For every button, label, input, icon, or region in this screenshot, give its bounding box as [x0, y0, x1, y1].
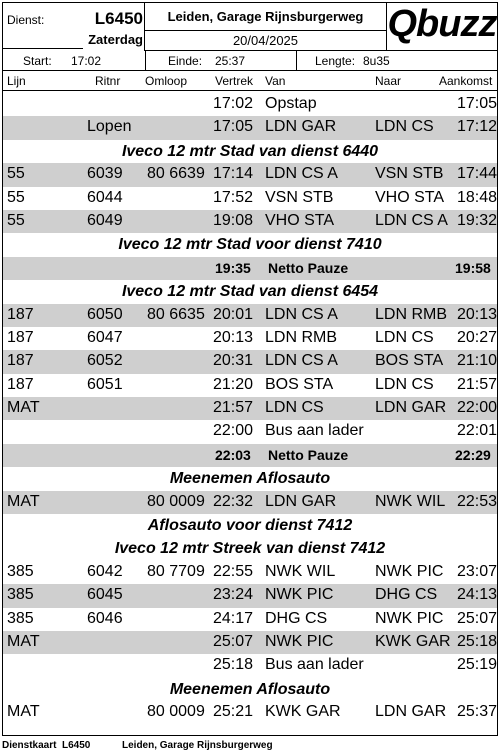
cell-aankomst: 25:07 — [457, 609, 498, 627]
cell-omloop: 80 7709 — [147, 562, 205, 580]
cell-aankomst: 17:44 — [457, 165, 498, 183]
cell-lijn: 385 — [7, 586, 34, 604]
einde-label: Einde: — [168, 54, 203, 68]
col-vertrek: Vertrek — [215, 74, 254, 88]
cell-lijn: 385 — [7, 562, 34, 580]
cell-van: NWK WIL — [265, 562, 336, 580]
table-row — [3, 304, 497, 327]
section-heading: Iveco 12 mtr Stad van dienst 6454 — [121, 283, 379, 301]
cell-lijn: 187 — [7, 352, 34, 370]
pause-label: Netto Pauze — [268, 259, 349, 276]
cell-lijn: 55 — [7, 188, 25, 206]
table-row — [3, 374, 497, 397]
cell-van: Bus aan lader — [265, 656, 364, 674]
cell-vertrek: 22:55 — [213, 562, 254, 580]
table-row — [3, 654, 497, 677]
cell-lijn: 187 — [7, 375, 34, 393]
col-aankomst: Aankomst — [439, 74, 493, 88]
cell-van: VSN STB — [265, 188, 334, 206]
service-date: 20/04/2025 — [145, 31, 387, 51]
cell-aankomst: 20:13 — [457, 305, 498, 323]
cell-van: Opstap — [265, 95, 317, 112]
pause-vertrek: 19:35 — [215, 259, 251, 276]
cell-aankomst: 17:12 — [457, 118, 498, 136]
cell-ritnr: 6045 — [87, 586, 123, 604]
cell-van: LDN CS A — [265, 352, 338, 370]
qbuzz-logo: Qbuzz — [387, 3, 497, 51]
col-lijn: Lijn — [7, 74, 26, 88]
cell-naar: BOS STA — [375, 352, 444, 370]
cell-vertrek: 22:32 — [213, 492, 254, 510]
cell-omloop: 80 0009 — [147, 492, 205, 510]
cell-ritnr: 6047 — [87, 328, 123, 346]
cell-lijn: MAT — [7, 399, 40, 417]
lengte-label: Lengte: — [315, 54, 356, 68]
cell-van: LDN CS A — [265, 165, 338, 183]
cell-vertrek: 25:07 — [213, 632, 254, 650]
cell-van: LDN GAR — [265, 118, 337, 136]
cell-lijn: MAT — [7, 492, 40, 510]
cell-van: Bus aan lader — [265, 422, 364, 440]
duty-times-row — [3, 51, 497, 71]
col-omloop: Omloop — [145, 74, 188, 88]
pause-row — [3, 257, 497, 280]
cell-aankomst: 22:53 — [457, 492, 498, 510]
table-row — [3, 420, 497, 443]
dienst-label: Dienst: — [3, 3, 83, 49]
cell-aankomst: 24:13 — [457, 586, 498, 604]
day-of-week: Zaterdag — [88, 32, 143, 47]
cell-naar: VSN STB — [375, 165, 444, 183]
card-header — [3, 3, 497, 53]
duty-card — [2, 2, 498, 736]
cell-aankomst: 21:57 — [457, 375, 498, 393]
cell-naar: LDN GAR — [375, 703, 447, 721]
cell-van: VHO STA — [265, 211, 335, 229]
cell-vertrek: 20:13 — [213, 328, 254, 346]
cell-ritnr: Lopen — [87, 118, 132, 136]
cell-vertrek: 23:24 — [213, 586, 254, 604]
cell-lijn: MAT — [7, 632, 40, 650]
cell-ritnr: 6050 — [87, 305, 123, 323]
cell-aankomst: 25:37 — [457, 703, 498, 721]
table-row — [3, 187, 497, 210]
cell-van: BOS STA — [265, 375, 334, 393]
cell-van: NWK PIC — [265, 586, 334, 604]
cell-ritnr: 6052 — [87, 352, 123, 370]
col-van: Van — [265, 74, 286, 88]
cell-naar: LDN RMB — [375, 305, 448, 323]
table-row — [3, 210, 497, 233]
table-row — [3, 116, 497, 139]
cell-naar: LDN CS A — [375, 211, 448, 229]
cell-vertrek: 24:17 — [213, 609, 254, 627]
section-heading: Iveco 12 mtr Stad voor dienst 7410 — [118, 236, 382, 254]
cell-van: LDN RMB — [265, 328, 338, 346]
col-ritnr: Ritnr — [95, 74, 121, 88]
cell-van: KWK GAR — [265, 703, 341, 721]
table-row — [3, 93, 497, 116]
table-row — [3, 561, 497, 584]
footer-location: Leiden, Garage Rijnsburgerweg — [122, 740, 273, 751]
cell-vertrek: 22:00 — [213, 422, 254, 440]
cell-vertrek: 17:52 — [213, 188, 254, 206]
cell-vertrek: 21:20 — [213, 375, 254, 393]
cell-ritnr: 6051 — [87, 375, 123, 393]
cell-lijn: 187 — [7, 305, 34, 323]
cell-lijn: MAT — [7, 703, 40, 721]
cell-vertrek: 25:21 — [213, 703, 254, 721]
cell-vertrek: 17:02 — [213, 95, 254, 112]
cell-ritnr: 6044 — [87, 188, 123, 206]
cell-vertrek: 20:01 — [213, 305, 254, 323]
cell-naar: DHG CS — [375, 586, 438, 604]
cell-ritnr: 6039 — [87, 165, 123, 183]
pause-row — [3, 444, 497, 467]
column-header-row — [3, 71, 497, 91]
cell-van: LDN CS A — [265, 305, 338, 323]
table-row — [3, 701, 497, 724]
table-row — [3, 397, 497, 420]
cell-naar: VHO STA — [375, 188, 445, 206]
cell-aankomst: 21:10 — [457, 352, 498, 370]
cell-vertrek: 17:05 — [213, 118, 254, 136]
cell-vertrek: 21:57 — [213, 399, 254, 417]
section-heading: Meenemen Aflosauto — [169, 680, 331, 698]
cell-vertrek: 20:31 — [213, 352, 254, 370]
cell-naar: LDN CS — [375, 328, 434, 346]
cell-van: LDN CS — [265, 399, 324, 417]
cell-aankomst: 25:19 — [457, 656, 498, 674]
cell-aankomst: 20:27 — [457, 328, 498, 346]
footer-dienst: L6450 — [62, 740, 91, 751]
cell-van: DHG CS — [265, 609, 328, 627]
table-row — [3, 350, 497, 373]
pause-aankomst: 19:58 — [455, 259, 491, 276]
table-row — [3, 327, 497, 350]
cell-vertrek: 17:14 — [213, 165, 254, 183]
cell-ritnr: 6042 — [87, 562, 123, 580]
cell-omloop: 80 0009 — [147, 703, 205, 721]
lengte-value: 8u35 — [363, 54, 390, 68]
cell-naar: LDN CS — [375, 118, 434, 136]
cell-lijn: 187 — [7, 328, 34, 346]
cell-van: NWK PIC — [265, 632, 334, 650]
section-heading: Iveco 12 mtr Stad van dienst 6440 — [121, 142, 379, 160]
cell-van: LDN GAR — [265, 492, 337, 510]
dienst-number: L6450 — [94, 9, 143, 28]
cell-aankomst: 19:32 — [457, 211, 498, 229]
cell-vertrek: 25:18 — [213, 656, 254, 674]
pause-vertrek: 22:03 — [215, 446, 251, 463]
cell-naar: KWK GAR — [375, 632, 451, 650]
cell-ritnr: 6046 — [87, 609, 123, 627]
cell-aankomst: 25:18 — [457, 632, 498, 650]
cell-naar: LDN GAR — [375, 399, 447, 417]
pause-label: Netto Pauze — [268, 446, 349, 463]
cell-omloop: 80 6639 — [147, 165, 205, 183]
section-heading: Iveco 12 mtr Streek van dienst 7412 — [114, 540, 386, 558]
cell-omloop: 80 6635 — [147, 305, 205, 323]
table-row — [3, 608, 497, 631]
start-label: Start: — [23, 54, 52, 68]
cell-naar: NWK PIC — [375, 562, 444, 580]
cell-aankomst: 18:48 — [457, 188, 498, 206]
cell-naar: NWK PIC — [375, 609, 444, 627]
einde-time: 25:37 — [215, 54, 246, 68]
cell-aankomst: 22:01 — [457, 422, 498, 440]
cell-lijn: 55 — [7, 165, 25, 183]
table-row — [3, 631, 497, 654]
cell-lijn: 55 — [7, 211, 25, 229]
cell-naar: NWK WIL — [375, 492, 446, 510]
table-row — [3, 491, 497, 514]
table-row — [3, 584, 497, 607]
garage-location: Leiden, Garage Rijnsburgerweg — [145, 3, 387, 31]
cell-lijn: 385 — [7, 609, 34, 627]
cell-vertrek: 19:08 — [213, 211, 254, 229]
footer-title: Dienstkaart — [2, 740, 57, 751]
section-heading: Aflosauto voor dienst 7412 — [147, 517, 353, 535]
cell-ritnr: 6049 — [87, 211, 123, 229]
cell-aankomst: 17:05 — [457, 95, 498, 112]
table-row — [3, 163, 497, 186]
cell-naar: LDN CS — [375, 375, 434, 393]
trip-table — [3, 93, 497, 725]
cell-aankomst: 23:07 — [457, 562, 498, 580]
cell-aankomst: 22:00 — [457, 399, 498, 417]
start-time: 17:02 — [71, 54, 102, 68]
col-naar: Naar — [375, 74, 402, 88]
section-heading: Meenemen Aflosauto — [169, 470, 331, 488]
pause-aankomst: 22:29 — [455, 446, 491, 463]
